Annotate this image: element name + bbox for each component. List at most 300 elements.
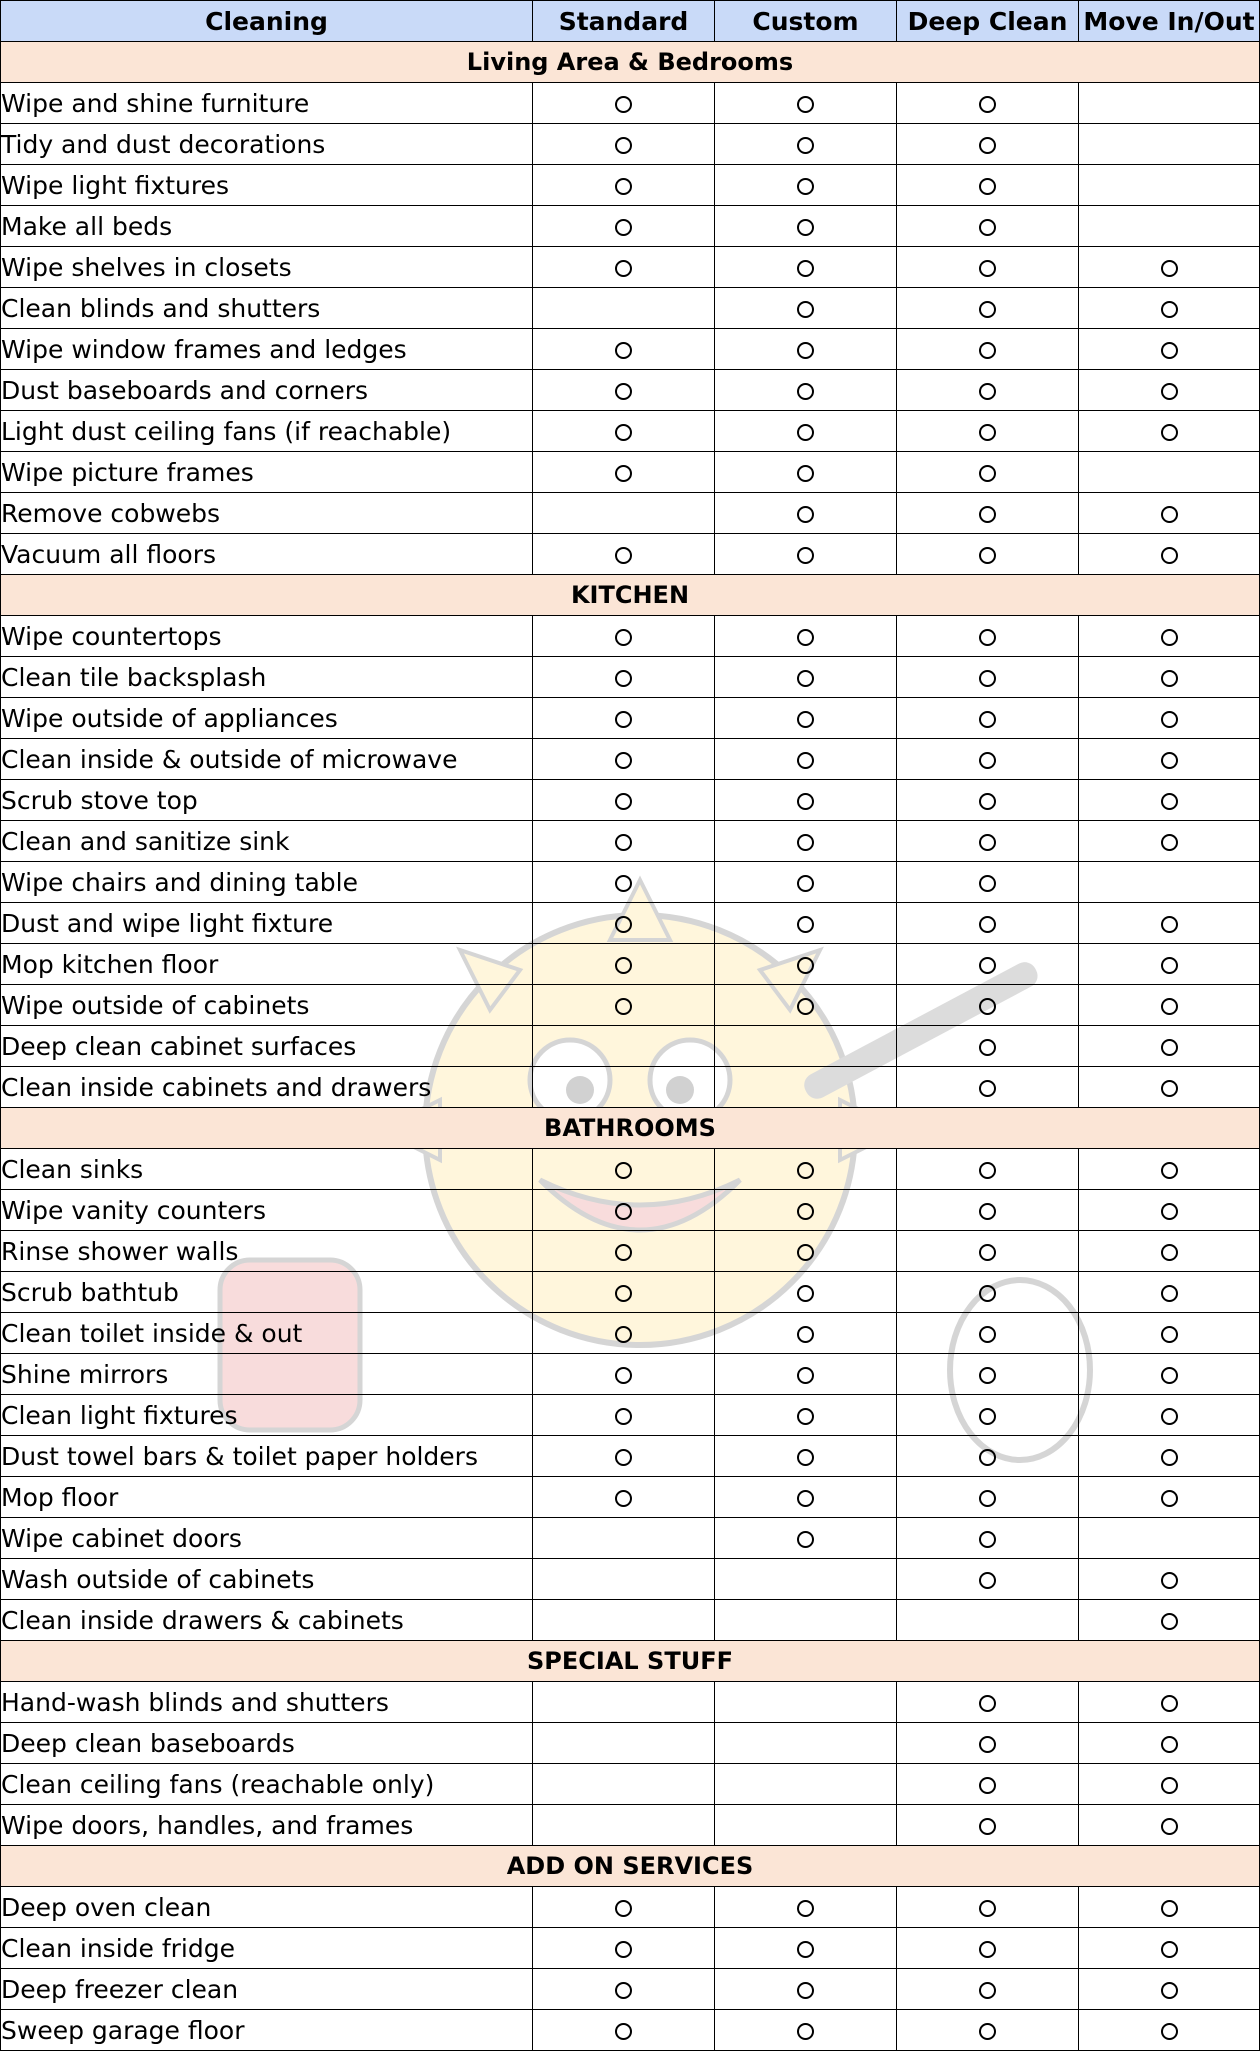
included-circle-icon [1161, 998, 1178, 1015]
table-row [1, 944, 1260, 985]
table-row [1, 1354, 1260, 1395]
cell-deep-clean [897, 1231, 1079, 1272]
cell-move-in-out [1079, 1559, 1260, 1600]
cell-deep-clean [897, 370, 1079, 411]
cell-deep-clean [897, 780, 1079, 821]
task-label: Clean sinks [1, 1149, 533, 1190]
cell-deep-clean [897, 1518, 1079, 1559]
cell-deep-clean [897, 698, 1079, 739]
cell-standard [533, 288, 715, 329]
cell-move-in-out [1079, 534, 1260, 575]
task-label: Wipe window frames and ledges [1, 329, 533, 370]
cell-deep-clean [897, 206, 1079, 247]
cell-custom [715, 698, 897, 739]
table-row [1, 862, 1260, 903]
included-circle-icon [979, 957, 996, 974]
task-label: Clean inside & outside of microwave [1, 739, 533, 780]
table-row [1, 452, 1260, 493]
task-label: Wash outside of cabinets [1, 1559, 533, 1600]
table-row [1, 780, 1260, 821]
table-row [1, 1436, 1260, 1477]
cell-custom [715, 452, 897, 493]
table-row [1, 1395, 1260, 1436]
task-label: Deep clean baseboards [1, 1723, 533, 1764]
cell-standard [533, 1354, 715, 1395]
included-circle-icon [1161, 1203, 1178, 1220]
included-circle-icon [797, 342, 814, 359]
cell-move-in-out [1079, 411, 1260, 452]
task-label: Clean inside drawers & cabinets [1, 1600, 533, 1641]
cell-standard [533, 1395, 715, 1436]
cell-deep-clean [897, 944, 1079, 985]
table-row [1, 1313, 1260, 1354]
cell-deep-clean [897, 534, 1079, 575]
included-circle-icon [615, 96, 632, 113]
cell-deep-clean [897, 1354, 1079, 1395]
included-circle-icon [615, 1408, 632, 1425]
included-circle-icon [615, 1982, 632, 1999]
included-circle-icon [797, 1490, 814, 1507]
cell-deep-clean [897, 657, 1079, 698]
cell-standard [533, 616, 715, 657]
cell-move-in-out [1079, 329, 1260, 370]
cell-custom [715, 2010, 897, 2051]
cell-standard [533, 206, 715, 247]
table-row [1, 1026, 1260, 1067]
included-circle-icon [615, 793, 632, 810]
cell-move-in-out [1079, 1067, 1260, 1108]
included-circle-icon [1161, 1367, 1178, 1384]
included-circle-icon [1161, 1039, 1178, 1056]
included-circle-icon [979, 465, 996, 482]
cell-deep-clean [897, 1190, 1079, 1231]
cell-move-in-out [1079, 821, 1260, 862]
included-circle-icon [979, 1695, 996, 1712]
cell-move-in-out [1079, 1354, 1260, 1395]
cell-custom [715, 944, 897, 985]
included-circle-icon [1161, 383, 1178, 400]
cell-standard [533, 2010, 715, 2051]
table-row [1, 165, 1260, 206]
cell-deep-clean [897, 739, 1079, 780]
task-label: Scrub bathtub [1, 1272, 533, 1313]
cell-custom [715, 1395, 897, 1436]
included-circle-icon [979, 1777, 996, 1794]
included-circle-icon [979, 1039, 996, 1056]
cell-deep-clean [897, 1149, 1079, 1190]
cell-standard [533, 944, 715, 985]
table-row [1, 83, 1260, 124]
included-circle-icon [797, 1162, 814, 1179]
cell-custom [715, 1313, 897, 1354]
table-row [1, 1887, 1260, 1928]
table-row [1, 329, 1260, 370]
included-circle-icon [797, 1244, 814, 1261]
included-circle-icon [615, 1162, 632, 1179]
task-label: Clean and sanitize sink [1, 821, 533, 862]
section-header-row [1, 42, 1260, 83]
included-circle-icon [797, 1408, 814, 1425]
cell-move-in-out [1079, 247, 1260, 288]
cell-custom [715, 1436, 897, 1477]
task-label: Wipe outside of cabinets [1, 985, 533, 1026]
table-row [1, 124, 1260, 165]
included-circle-icon [615, 1203, 632, 1220]
cell-standard [533, 1518, 715, 1559]
cell-deep-clean [897, 1969, 1079, 2010]
included-circle-icon [615, 998, 632, 1015]
header-row [1, 1, 1260, 42]
task-label: Wipe doors, handles, and frames [1, 1805, 533, 1846]
table-row [1, 247, 1260, 288]
section-header-row [1, 1641, 1260, 1682]
table-row [1, 698, 1260, 739]
cell-deep-clean [897, 83, 1079, 124]
included-circle-icon [797, 916, 814, 933]
included-circle-icon [615, 1326, 632, 1343]
cell-move-in-out [1079, 1190, 1260, 1231]
cell-deep-clean [897, 2010, 1079, 2051]
cell-standard [533, 862, 715, 903]
table-row [1, 1723, 1260, 1764]
included-circle-icon [797, 1941, 814, 1958]
included-circle-icon [979, 629, 996, 646]
included-circle-icon [615, 1490, 632, 1507]
cell-standard [533, 1559, 715, 1600]
column-header-cleaning: Cleaning [1, 1, 533, 42]
cell-move-in-out [1079, 985, 1260, 1026]
cell-custom [715, 862, 897, 903]
task-label: Remove cobwebs [1, 493, 533, 534]
included-circle-icon [1161, 1736, 1178, 1753]
cell-move-in-out [1079, 739, 1260, 780]
included-circle-icon [979, 137, 996, 154]
included-circle-icon [615, 711, 632, 728]
cell-custom [715, 1354, 897, 1395]
included-circle-icon [1161, 1326, 1178, 1343]
cell-standard [533, 165, 715, 206]
cell-standard [533, 411, 715, 452]
included-circle-icon [797, 1367, 814, 1384]
cell-move-in-out [1079, 1723, 1260, 1764]
table-row [1, 370, 1260, 411]
cell-standard [533, 1067, 715, 1108]
table-row [1, 534, 1260, 575]
table-row [1, 1764, 1260, 1805]
task-label: Wipe vanity counters [1, 1190, 533, 1231]
cell-deep-clean [897, 1313, 1079, 1354]
included-circle-icon [979, 916, 996, 933]
cell-standard [533, 739, 715, 780]
included-circle-icon [615, 219, 632, 236]
cell-move-in-out [1079, 616, 1260, 657]
included-circle-icon [615, 1900, 632, 1917]
task-label: Clean tile backsplash [1, 657, 533, 698]
cell-move-in-out [1079, 370, 1260, 411]
included-circle-icon [615, 1367, 632, 1384]
cell-deep-clean [897, 288, 1079, 329]
cell-standard [533, 1969, 715, 2010]
task-label: Dust baseboards and corners [1, 370, 533, 411]
cell-custom [715, 1887, 897, 1928]
table-row [1, 2010, 1260, 2051]
included-circle-icon [1161, 342, 1178, 359]
cell-custom [715, 985, 897, 1026]
included-circle-icon [979, 1531, 996, 1548]
table-row [1, 657, 1260, 698]
cell-deep-clean [897, 493, 1079, 534]
cell-move-in-out [1079, 1272, 1260, 1313]
included-circle-icon [1161, 1777, 1178, 1794]
cell-custom [715, 370, 897, 411]
cell-deep-clean [897, 1600, 1079, 1641]
included-circle-icon [979, 1982, 996, 1999]
cell-deep-clean [897, 821, 1079, 862]
included-circle-icon [797, 670, 814, 687]
task-label: Tidy and dust decorations [1, 124, 533, 165]
task-label: Mop kitchen floor [1, 944, 533, 985]
cell-move-in-out [1079, 1518, 1260, 1559]
task-label: Light dust ceiling fans (if reachable) [1, 411, 533, 452]
cell-deep-clean [897, 1436, 1079, 1477]
included-circle-icon [979, 1244, 996, 1261]
cell-deep-clean [897, 1395, 1079, 1436]
cell-move-in-out [1079, 780, 1260, 821]
cell-move-in-out [1079, 903, 1260, 944]
included-circle-icon [797, 2023, 814, 2040]
cell-standard [533, 657, 715, 698]
included-circle-icon [979, 1080, 996, 1097]
included-circle-icon [1161, 1244, 1178, 1261]
cell-move-in-out [1079, 1805, 1260, 1846]
cell-deep-clean [897, 1026, 1079, 1067]
cell-standard [533, 452, 715, 493]
cell-move-in-out [1079, 165, 1260, 206]
cell-move-in-out [1079, 83, 1260, 124]
cell-move-in-out [1079, 2010, 1260, 2051]
included-circle-icon [797, 383, 814, 400]
task-label: Wipe picture frames [1, 452, 533, 493]
included-circle-icon [797, 465, 814, 482]
included-circle-icon [979, 342, 996, 359]
section-header-row [1, 1108, 1260, 1149]
included-circle-icon [979, 1490, 996, 1507]
included-circle-icon [615, 465, 632, 482]
table-row [1, 1928, 1260, 1969]
cell-standard [533, 698, 715, 739]
included-circle-icon [1161, 711, 1178, 728]
cell-custom [715, 780, 897, 821]
cell-move-in-out [1079, 493, 1260, 534]
table-row [1, 1559, 1260, 1600]
included-circle-icon [1161, 1818, 1178, 1835]
cell-move-in-out [1079, 1969, 1260, 2010]
cell-deep-clean [897, 1477, 1079, 1518]
cell-custom [715, 1272, 897, 1313]
included-circle-icon [979, 178, 996, 195]
included-circle-icon [979, 998, 996, 1015]
included-circle-icon [979, 834, 996, 851]
included-circle-icon [979, 1900, 996, 1917]
cell-standard [533, 1313, 715, 1354]
cell-standard [533, 83, 715, 124]
included-circle-icon [1161, 1982, 1178, 1999]
cell-move-in-out [1079, 1149, 1260, 1190]
cell-standard [533, 780, 715, 821]
table-row [1, 1190, 1260, 1231]
task-label: Clean blinds and shutters [1, 288, 533, 329]
table-row [1, 739, 1260, 780]
section-header-row [1, 1846, 1260, 1887]
cell-deep-clean [897, 165, 1079, 206]
cell-standard [533, 370, 715, 411]
included-circle-icon [797, 711, 814, 728]
included-circle-icon [1161, 1408, 1178, 1425]
cell-custom [715, 83, 897, 124]
task-label: Wipe and shine furniture [1, 83, 533, 124]
cell-standard [533, 1682, 715, 1723]
task-label: Vacuum all floors [1, 534, 533, 575]
included-circle-icon [797, 178, 814, 195]
table-row [1, 411, 1260, 452]
table-row [1, 493, 1260, 534]
included-circle-icon [615, 1941, 632, 1958]
task-label: Clean inside fridge [1, 1928, 533, 1969]
cell-move-in-out [1079, 288, 1260, 329]
cell-custom [715, 165, 897, 206]
included-circle-icon [797, 629, 814, 646]
cell-standard [533, 1272, 715, 1313]
included-circle-icon [797, 793, 814, 810]
cell-custom [715, 1190, 897, 1231]
included-circle-icon [615, 383, 632, 400]
cell-standard [533, 1887, 715, 1928]
cell-standard [533, 1928, 715, 1969]
included-circle-icon [979, 1818, 996, 1835]
section-title: ADD ON SERVICES [1, 1846, 1260, 1887]
included-circle-icon [979, 793, 996, 810]
cell-move-in-out [1079, 1682, 1260, 1723]
section-title: BATHROOMS [1, 1108, 1260, 1149]
cell-move-in-out [1079, 944, 1260, 985]
included-circle-icon [615, 2023, 632, 2040]
included-circle-icon [979, 1449, 996, 1466]
included-circle-icon [1161, 834, 1178, 851]
included-circle-icon [797, 957, 814, 974]
included-circle-icon [797, 547, 814, 564]
included-circle-icon [1161, 957, 1178, 974]
cell-standard [533, 1600, 715, 1641]
cell-standard [533, 1149, 715, 1190]
included-circle-icon [797, 96, 814, 113]
task-label: Wipe outside of appliances [1, 698, 533, 739]
cell-custom [715, 411, 897, 452]
cell-custom [715, 1559, 897, 1600]
cell-custom [715, 1231, 897, 1272]
cell-deep-clean [897, 1723, 1079, 1764]
included-circle-icon [979, 752, 996, 769]
cell-deep-clean [897, 1928, 1079, 1969]
cell-custom [715, 821, 897, 862]
included-circle-icon [797, 301, 814, 318]
included-circle-icon [615, 547, 632, 564]
column-header-deep-clean: Deep Clean [897, 1, 1079, 42]
cell-deep-clean [897, 1887, 1079, 1928]
task-label: Dust and wipe light fixture [1, 903, 533, 944]
table-row [1, 1518, 1260, 1559]
cell-deep-clean [897, 903, 1079, 944]
included-circle-icon [1161, 629, 1178, 646]
section-title: KITCHEN [1, 575, 1260, 616]
table-row [1, 1805, 1260, 1846]
included-circle-icon [979, 1736, 996, 1753]
cell-custom [715, 616, 897, 657]
included-circle-icon [1161, 1941, 1178, 1958]
included-circle-icon [797, 1449, 814, 1466]
included-circle-icon [615, 629, 632, 646]
cell-standard [533, 534, 715, 575]
cell-custom [715, 1682, 897, 1723]
cell-standard [533, 329, 715, 370]
task-label: Wipe countertops [1, 616, 533, 657]
cell-custom [715, 739, 897, 780]
included-circle-icon [979, 219, 996, 236]
cell-custom [715, 1764, 897, 1805]
included-circle-icon [979, 1408, 996, 1425]
cell-deep-clean [897, 1764, 1079, 1805]
included-circle-icon [615, 916, 632, 933]
task-label: Rinse shower walls [1, 1231, 533, 1272]
task-label: Shine mirrors [1, 1354, 533, 1395]
table-row [1, 206, 1260, 247]
included-circle-icon [1161, 793, 1178, 810]
included-circle-icon [797, 1982, 814, 1999]
included-circle-icon [797, 506, 814, 523]
task-label: Wipe light fixtures [1, 165, 533, 206]
cell-custom [715, 288, 897, 329]
cell-move-in-out [1079, 452, 1260, 493]
cell-standard [533, 247, 715, 288]
included-circle-icon [1161, 547, 1178, 564]
cell-standard [533, 1231, 715, 1272]
cell-move-in-out [1079, 206, 1260, 247]
included-circle-icon [797, 260, 814, 277]
cell-standard [533, 1026, 715, 1067]
cell-standard [533, 903, 715, 944]
cell-move-in-out [1079, 1395, 1260, 1436]
included-circle-icon [615, 834, 632, 851]
included-circle-icon [979, 547, 996, 564]
cell-custom [715, 1026, 897, 1067]
included-circle-icon [615, 1449, 632, 1466]
included-circle-icon [1161, 670, 1178, 687]
included-circle-icon [1161, 1162, 1178, 1179]
cell-deep-clean [897, 329, 1079, 370]
cell-custom [715, 247, 897, 288]
included-circle-icon [615, 752, 632, 769]
cell-standard [533, 1436, 715, 1477]
cell-move-in-out [1079, 1887, 1260, 1928]
table-row [1, 1682, 1260, 1723]
included-circle-icon [1161, 2023, 1178, 2040]
included-circle-icon [1161, 1490, 1178, 1507]
cell-standard [533, 1190, 715, 1231]
included-circle-icon [615, 670, 632, 687]
cell-custom [715, 206, 897, 247]
included-circle-icon [979, 1203, 996, 1220]
cell-standard [533, 821, 715, 862]
included-circle-icon [615, 957, 632, 974]
